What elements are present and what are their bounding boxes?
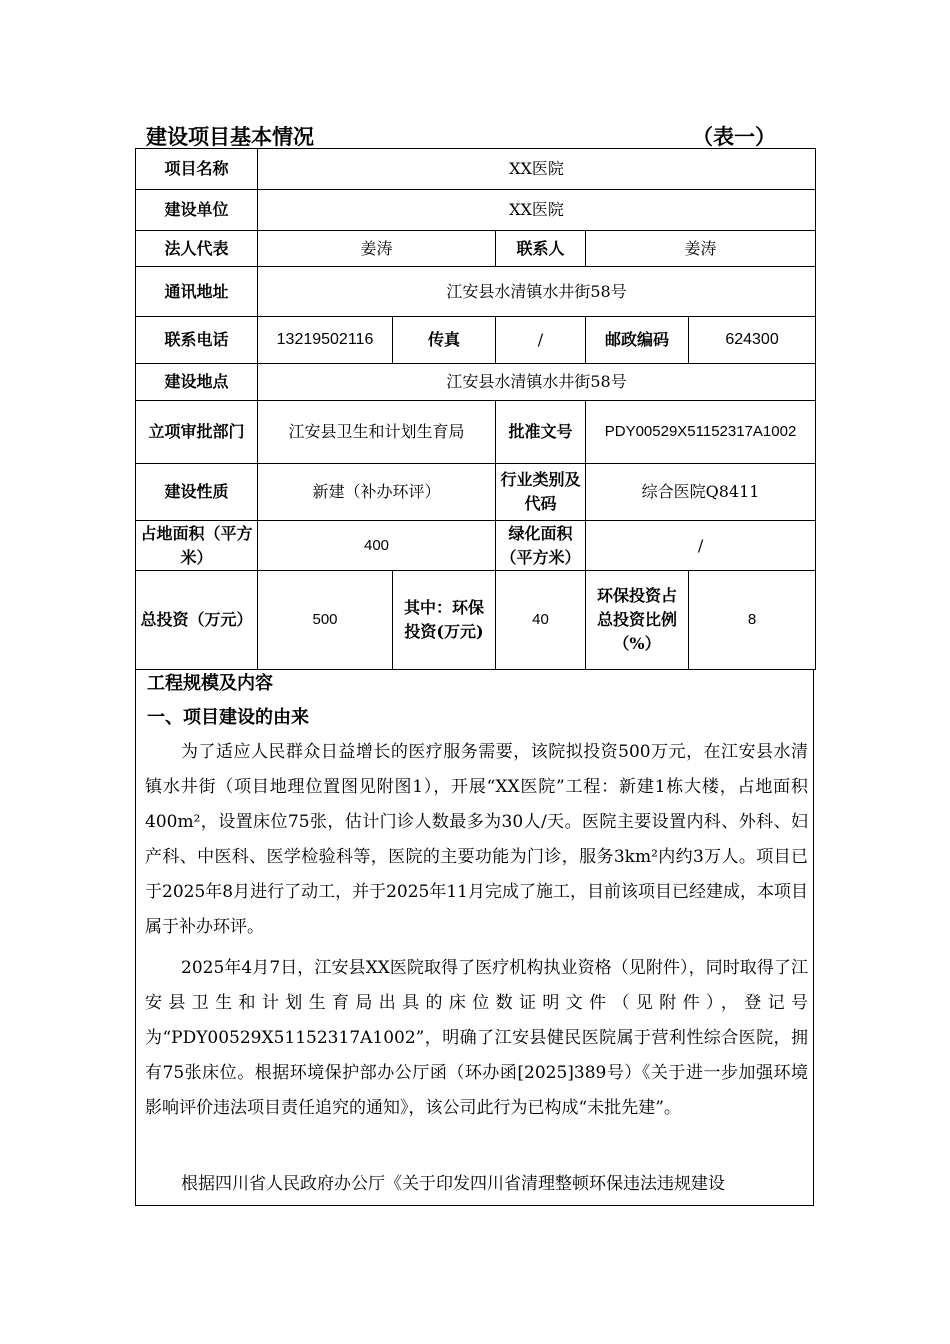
approval-dept-value: 江安县卫生和计划生育局 (258, 401, 496, 464)
env-investment-label: 其中：环保投资(万元) (393, 571, 496, 670)
site-value: 江安县水清镇水井街58号 (258, 364, 816, 401)
area-label: 占地面积（平方米） (136, 521, 258, 571)
table-number: （表一） (692, 124, 776, 149)
builder-value: XX医院 (258, 190, 816, 231)
green-area-label: 绿化面积（平方米） (496, 521, 586, 571)
table-row (136, 267, 816, 317)
env-investment-value: 40 (496, 571, 586, 670)
legal-rep-label: 法人代表 (136, 231, 258, 267)
fax-label: 传真 (393, 317, 496, 364)
paragraph: 2025年4月7日，江安县XX医院取得了医疗机构执业资格（见附件），同时取得了江安县卫生和计划生育局出具的床位数证明文件（见附件），登记号为“PDY00529X51152317A1002”，明确了江安县健民医院属于营利性综合医院，拥有75张床位。根据环境保护部办公厅函（环办函[2025]389号）《关于进一步加强环境影响评价违法项目责任追究的通知》，该公司此行为已构成“未批先建”。 (145, 958, 808, 1118)
green-area-value: / (586, 521, 816, 571)
phone-value: 13219502116 (258, 317, 393, 364)
zip-label: 邮政编码 (586, 317, 689, 364)
address-label: 通讯地址 (136, 267, 258, 317)
fax-value: / (496, 317, 586, 364)
env-ratio-value: 8 (689, 571, 816, 670)
table-row (136, 364, 816, 401)
investment-label: 总投资（万元） (136, 571, 258, 670)
investment-value: 500 (258, 571, 393, 670)
table-row (136, 571, 816, 670)
project-name-value: XX医院 (258, 149, 816, 190)
contact-label: 联系人 (496, 231, 586, 267)
table-row (136, 231, 816, 267)
builder-label: 建设单位 (136, 190, 258, 231)
paragraph: 为了适应人民群众日益增长的医疗服务需要，该院拟投资500万元，在江安县水清镇水井街（项目地理位置图见附图1），开展“XX医院”工程：新建1栋大楼，占地面积400m²，设置床位75张，估计门诊人数最多为30人/天。医院主要设置内科、外科、妇产科、中医科、医学检验科等，医院的主要功能为门诊，服务3km²内约3万人。项目已于2025年8月进行了动工，并于2025年11月完成了施工，目前该项目已经建成，本项目属于补办环评。 (145, 742, 808, 937)
site-label: 建设地点 (136, 364, 258, 401)
area-value: 400 (258, 521, 496, 571)
env-ratio-label: 环保投资占总投资比例（%） (586, 571, 689, 670)
paragraph: 根据四川省人民政府办公厅《关于印发四川省清理整顿环保违法违规建设 (181, 1174, 725, 1194)
project-info-table (135, 148, 816, 670)
table-row (136, 401, 816, 464)
approval-doc-value: PDY00529X51152317A1002 (586, 401, 816, 464)
table-row (136, 149, 816, 190)
zip-value: 624300 (689, 317, 816, 364)
contact-value: 姜涛 (586, 231, 816, 267)
project-name-label: 项目名称 (136, 149, 258, 190)
table-row (136, 317, 816, 364)
section-title: 工程规模及内容 (147, 673, 273, 694)
approval-doc-label: 批准文号 (496, 401, 586, 464)
table-row (136, 521, 816, 571)
legal-rep-value: 姜涛 (258, 231, 496, 267)
phone-label: 联系电话 (136, 317, 258, 364)
address-value: 江安县水清镇水井街58号 (258, 267, 816, 317)
subsection-title: 一、项目建设的由来 (147, 707, 309, 728)
table-row (136, 464, 816, 521)
table-row (136, 190, 816, 231)
approval-dept-label: 立项审批部门 (136, 401, 258, 464)
project-description (135, 669, 814, 1206)
industry-value: 综合医院Q8411 (586, 464, 816, 521)
nature-value: 新建（补办环评） (258, 464, 496, 521)
nature-label: 建设性质 (136, 464, 258, 521)
page-title: 建设项目基本情况 (146, 124, 314, 149)
industry-label: 行业类别及代码 (496, 464, 586, 521)
